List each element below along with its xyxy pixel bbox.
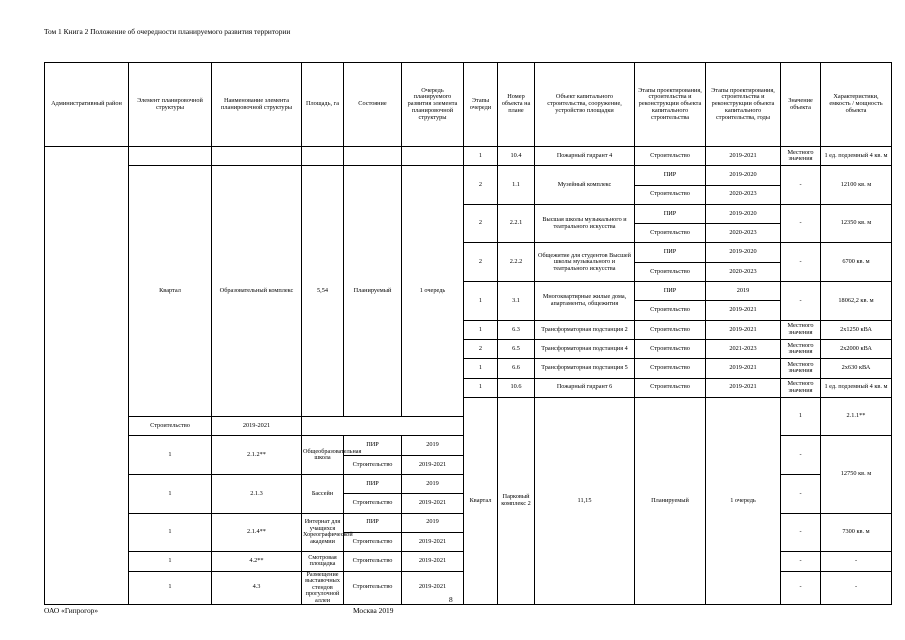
object-cell: Трансформаторная подстанция 2	[535, 320, 635, 339]
years-cell: 2019-2020	[706, 243, 781, 262]
phase-cell: Строительство	[635, 301, 706, 320]
object-number-cell: 6.6	[498, 359, 535, 378]
col-header-district: Административный район	[45, 63, 129, 147]
element-name-cell: Парковый комплекс 2	[498, 397, 535, 604]
significance-cell: Местного значения	[781, 320, 821, 339]
object-cell: Смотровая площадка	[302, 552, 344, 571]
significance-cell: -	[781, 552, 821, 571]
capacity-cell: 2x1250 кВА	[821, 320, 892, 339]
significance-cell: Местного значения	[781, 359, 821, 378]
phase-cell: Строительство	[635, 224, 706, 243]
stage-cell: 1	[129, 436, 212, 475]
stage-cell: 1	[129, 571, 212, 605]
object-number-cell: 6.3	[498, 320, 535, 339]
years-cell: 2019-2021	[402, 552, 464, 571]
table-row	[45, 166, 892, 185]
object-cell: Пожарный гидрант 4	[535, 147, 635, 166]
object-number-cell: 6.5	[498, 339, 535, 358]
object-cell: Высшая школы музыкального и театрального искусства	[535, 204, 635, 243]
col-header-state: Состояние	[344, 63, 402, 147]
stage-cell: 1	[781, 397, 821, 436]
object-number-cell: 2.2.2	[498, 243, 535, 282]
years-cell: 2019-2021	[706, 359, 781, 378]
phase-cell: Строительство	[344, 494, 402, 513]
capacity-cell: 12750 кв. м	[821, 436, 892, 513]
object-number-cell: 2.2.1	[498, 204, 535, 243]
queue-cell: 1 очередь	[706, 397, 781, 604]
col-header-phase: Этапы проектирования, строительства и реконструкции объекта капитального строительства	[635, 63, 706, 147]
stage-cell: 1	[129, 513, 212, 552]
page-number: 8	[449, 595, 453, 604]
stage-cell: 1	[129, 552, 212, 571]
object-cell: Музейный комплекс	[535, 166, 635, 205]
col-header-queue: Очередь планируемого развития элемента планировочной структуры	[402, 63, 464, 147]
phase-cell: ПИР	[344, 513, 402, 532]
significance-cell: Местного значения	[781, 339, 821, 358]
phase-cell: Строительство	[635, 262, 706, 281]
col-header-capacity: Характеристики, емкость / мощность объекта	[821, 63, 892, 147]
object-number-cell: 2.1.1**	[821, 397, 892, 436]
capacity-cell: 1 ед. подземный 4 кв. м	[821, 378, 892, 397]
phase-cell: ПИР	[635, 243, 706, 262]
phase-cell: ПИР	[635, 204, 706, 223]
years-cell: 2019-2021	[402, 494, 464, 513]
stage-cell: 2	[464, 339, 498, 358]
years-cell: 2019-2021	[402, 571, 464, 605]
years-cell: 2019-2021	[706, 378, 781, 397]
empty-cell	[344, 147, 402, 166]
phase-cell: Строительство	[344, 552, 402, 571]
stage-cell: 2	[464, 243, 498, 282]
col-header-years: Этапы проектирования, строительства и реконструкции объекта капитального строительства, годы	[706, 63, 781, 147]
significance-cell: -	[781, 282, 821, 321]
object-cell: Многоквартирные жилые дома, апартаменты, общежития	[535, 282, 635, 321]
table-row	[45, 147, 892, 166]
object-number-cell: 1.1	[498, 166, 535, 205]
table-header-row	[45, 63, 892, 147]
object-cell: Общежитие для студентов Высшей школы музыкального и театрального искусства	[535, 243, 635, 282]
col-header-object: Объект капитального строительства, сооружение, устройство площадки	[535, 63, 635, 147]
phase-cell: Строительство	[635, 185, 706, 204]
significance-cell: -	[781, 243, 821, 282]
area-cell: 11,15	[535, 397, 635, 604]
phase-cell: Строительство	[635, 320, 706, 339]
stage-cell: 2	[464, 204, 498, 243]
phase-cell: Строительство	[344, 532, 402, 551]
capacity-cell: -	[821, 571, 892, 605]
capacity-cell: 18062,2 кв. м	[821, 282, 892, 321]
significance-cell: -	[781, 166, 821, 205]
stage-cell: 1	[129, 475, 212, 514]
district-cell	[45, 147, 129, 605]
capacity-cell: 7300 кв. м	[821, 513, 892, 552]
queue-cell: 1 очередь	[402, 166, 464, 417]
significance-cell: -	[781, 571, 821, 605]
phase-cell: Строительство	[129, 417, 212, 436]
object-cell: Интернат для учащихся Хореографической академии	[302, 513, 344, 552]
phase-cell: Строительство	[635, 339, 706, 358]
col-header-significance: Значение объекта	[781, 63, 821, 147]
significance-cell: -	[781, 475, 821, 514]
significance-cell: -	[781, 436, 821, 475]
object-cell: Трансформаторная подстанция 5	[535, 359, 635, 378]
empty-cell	[129, 147, 212, 166]
object-number-cell: 2.1.4**	[212, 513, 302, 552]
stage-cell: 1	[464, 320, 498, 339]
object-number-cell: 2.1.3	[212, 475, 302, 514]
stage-cell: 1	[464, 282, 498, 321]
years-cell: 2019	[402, 475, 464, 494]
area-cell: 5,54	[302, 166, 344, 417]
element-cell: Квартал	[129, 166, 212, 417]
capacity-cell: -	[821, 552, 892, 571]
object-number-cell: 4.3	[212, 571, 302, 605]
col-header-element: Элемент планировочной структуры	[129, 63, 212, 147]
years-cell: 2019-2021	[402, 532, 464, 551]
years-cell: 2019-2021	[706, 147, 781, 166]
significance-cell: Местного значения	[781, 147, 821, 166]
capacity-cell: 2x630 кВА	[821, 359, 892, 378]
object-cell: Пожарный гидрант 6	[535, 378, 635, 397]
phase-cell: Строительство	[344, 571, 402, 605]
empty-cell	[212, 147, 302, 166]
col-header-stage: Этапы очереди	[464, 63, 498, 147]
footer-organization: ОАО «Гипрогор»	[44, 606, 99, 615]
object-number-cell: 2.1.2**	[212, 436, 302, 475]
col-header-element-name: Наименование элемента планировочной структуры	[212, 63, 302, 147]
object-number-cell: 10.4	[498, 147, 535, 166]
empty-cell	[402, 147, 464, 166]
phase-cell: Строительство	[344, 455, 402, 474]
capacity-cell: 12100 кв. м	[821, 166, 892, 205]
empty-cell	[302, 147, 344, 166]
object-cell: Размещение выставочных стендов прогулочной аллеи	[302, 571, 344, 605]
capacity-cell: 12350 кв. м	[821, 204, 892, 243]
footer-city-year: Москва 2019	[353, 606, 394, 615]
years-cell: 2019-2021	[212, 417, 302, 436]
significance-cell: -	[781, 513, 821, 552]
page-header: Том 1 Книга 2 Положение об очередности планируемого развития территории	[44, 27, 291, 36]
phase-cell: ПИР	[635, 282, 706, 301]
phase-cell: ПИР	[635, 166, 706, 185]
col-header-object-number: Номер объекта на плане	[498, 63, 535, 147]
years-cell: 2021-2023	[706, 339, 781, 358]
significance-cell: -	[781, 204, 821, 243]
years-cell: 2020-2023	[706, 262, 781, 281]
object-cell: Бассейн	[302, 475, 344, 514]
queue-table	[44, 62, 892, 605]
phase-cell: Строительство	[635, 147, 706, 166]
years-cell: 2019-2020	[706, 204, 781, 223]
col-header-area: Площадь, га	[302, 63, 344, 147]
years-cell: 2020-2023	[706, 185, 781, 204]
element-name-cell: Образовательный комплекс	[212, 166, 302, 417]
significance-cell: Местного значения	[781, 378, 821, 397]
stage-cell: 1	[464, 147, 498, 166]
object-number-cell: 4.2**	[212, 552, 302, 571]
object-cell: Трансформаторная подстанция 4	[535, 339, 635, 358]
state-cell: Планируемый	[344, 166, 402, 417]
object-number-cell: 3.1	[498, 282, 535, 321]
years-cell: 2019-2021	[706, 301, 781, 320]
years-cell: 2019-2021	[706, 320, 781, 339]
stage-cell: 1	[464, 378, 498, 397]
years-cell: 2019-2021	[402, 455, 464, 474]
element-cell: Квартал	[464, 397, 498, 604]
years-cell: 2020-2023	[706, 224, 781, 243]
years-cell: 2019	[402, 436, 464, 455]
capacity-cell: 2x2000 кВА	[821, 339, 892, 358]
capacity-cell: 1 ед. подземный 4 кв. м	[821, 147, 892, 166]
years-cell: 2019-2020	[706, 166, 781, 185]
phase-cell: ПИР	[344, 475, 402, 494]
capacity-cell: 6700 кв. м	[821, 243, 892, 282]
stage-cell: 2	[464, 166, 498, 205]
years-cell: 2019	[402, 513, 464, 532]
phase-cell: Строительство	[635, 359, 706, 378]
object-cell: Общеобразовательная школа	[302, 436, 344, 475]
state-cell: Планируемый	[635, 397, 706, 604]
stage-cell: 1	[464, 359, 498, 378]
object-number-cell: 10.6	[498, 378, 535, 397]
phase-cell: Строительство	[635, 378, 706, 397]
years-cell: 2019	[706, 282, 781, 301]
phase-cell: ПИР	[344, 436, 402, 455]
